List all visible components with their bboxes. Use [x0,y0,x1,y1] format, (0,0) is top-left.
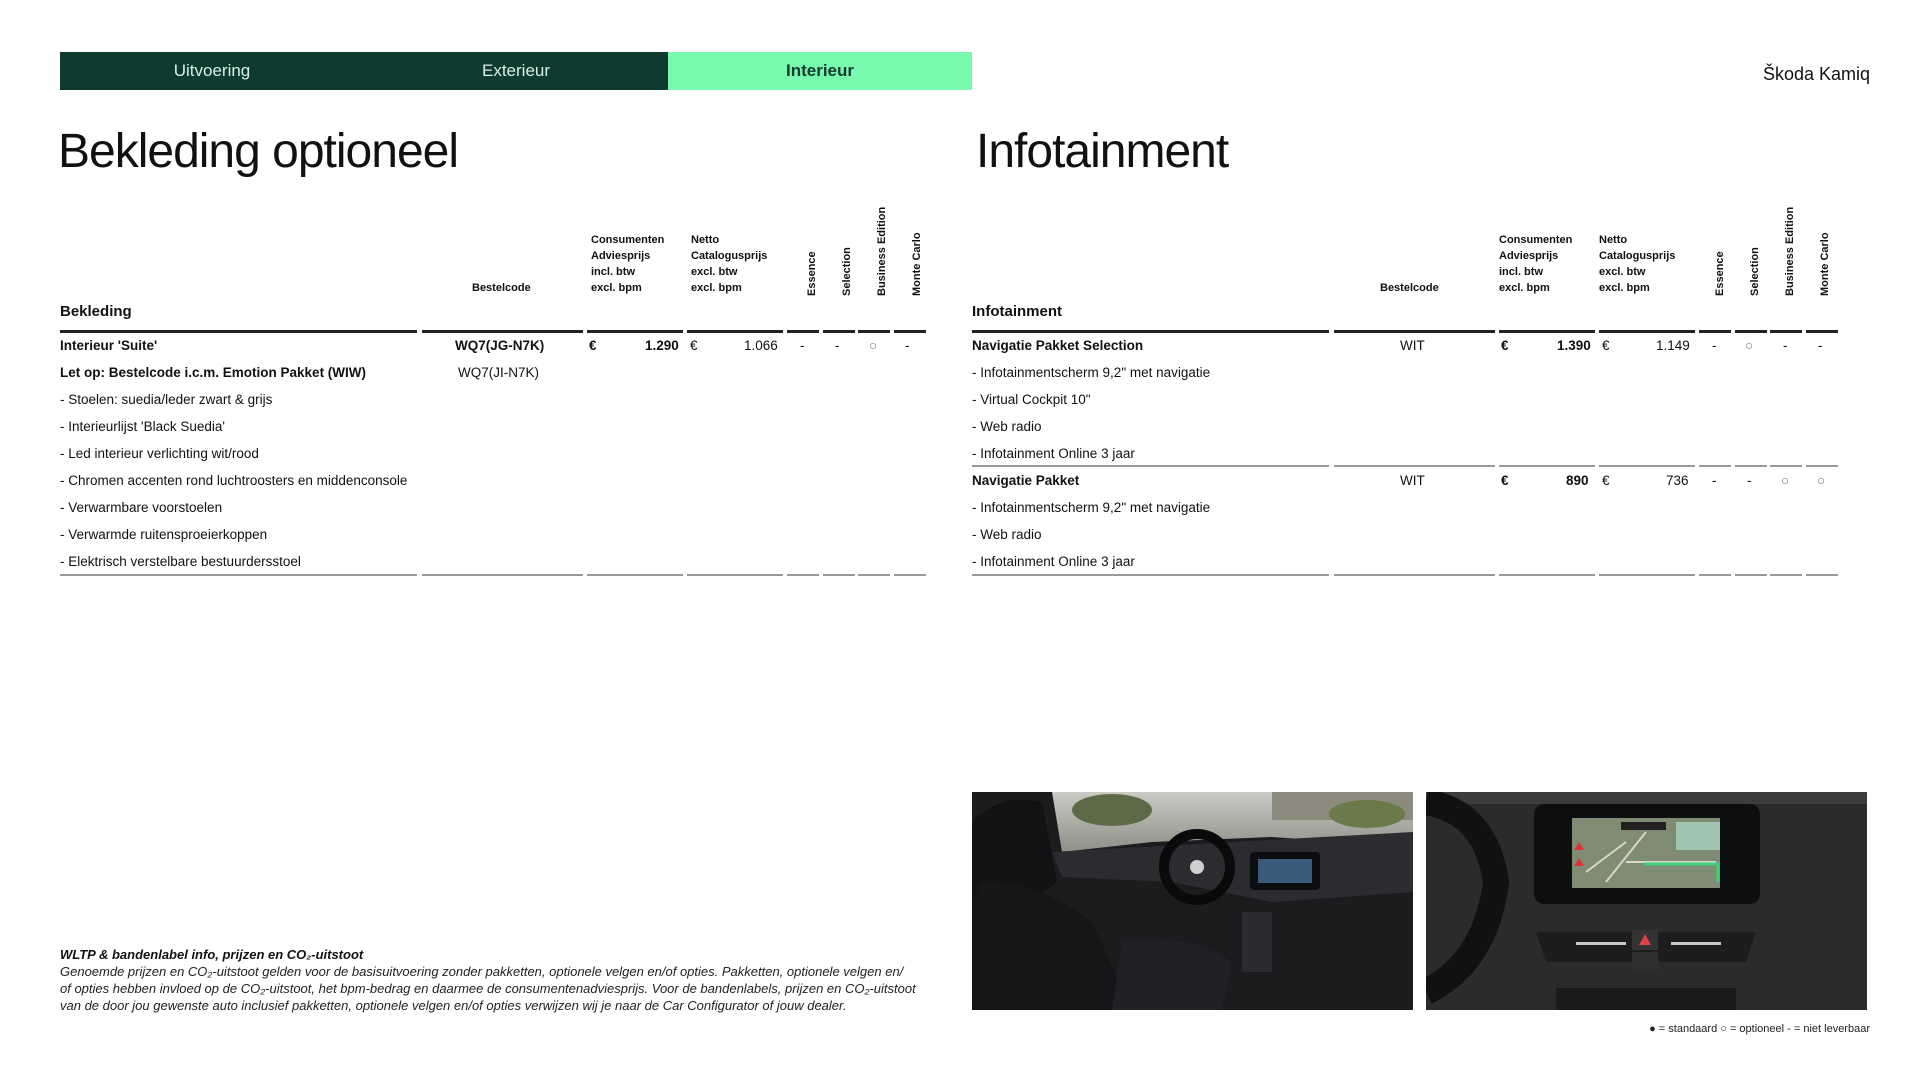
header-monte-carlo: Monte Carlo [1819,232,1831,296]
table-row: Navigatie Pakket Selection WIT € 1.390 € 1.149 - ○ - - [972,338,1823,353]
wltp-note-line: Genoemde prijzen en CO₂-uitstoot gelden voor de basisuitvoering zonder pakketten, optionele velgen en/of opties. Pakketten, optionele velgen en/ [60,964,904,979]
table-row: - Web radio [972,527,1042,542]
header-bestelcode: Bestelcode [1380,282,1439,294]
page-title-infotainment: Infotainment [976,125,1229,178]
table-row: - Led interieur verlichting wit/rood [60,446,259,461]
brand-label: Škoda Kamiq [1762,64,1870,84]
interior-photo [972,792,1413,1010]
table-row: - Elektrisch verstelbare bestuurdersstoel [60,554,301,569]
infotainment-photo [1426,792,1867,1010]
table-row: - Verwarmbare voorstoelen [60,500,223,515]
header-business-edition: Business Edition [1784,206,1796,296]
table-row: Interieur 'Suite' WQ7(JG-N7K) € 1.290 € 1.066 - - ○ - [60,338,910,353]
table-row: - Stoelen: suedia/leder zwart & grijs [60,392,273,407]
wltp-note-line: van de door jou gewenste auto inclusief pakketten, optionele velgen en/of opties verwijzen wij je naar de Car Configurator of jouw dealer. [60,998,847,1013]
header-bestelcode: Bestelcode [472,282,531,294]
header-consumentenprijs: Consumenten Adviesprijs incl. btw excl. bpm [591,234,665,294]
table-row: - Web radio [972,419,1042,434]
header-selection: Selection [841,247,853,296]
table-row: - Verwarmde ruitensproeierkoppen [60,527,268,542]
table-row: - Infotainmentscherm 9,2" met navigatie [972,365,1211,380]
wltp-note-title: WLTP & bandenlabel info, prijzen en CO₂-uitstoot [60,947,364,962]
table-row: - Virtual Cockpit 10" [972,392,1091,407]
section-tabs [60,52,972,90]
table-row: Let op: Bestelcode i.c.m. Emotion Pakket (WIW) WQ7(JI-N7K) [60,365,539,380]
table-row: - Interieurlijst 'Black Suedia' [60,419,225,434]
tab-interieur[interactable]: Interieur [668,52,972,90]
header-business-edition: Business Edition [876,206,888,296]
tab-exterieur[interactable]: Exterieur [364,52,668,90]
header-essence: Essence [1714,251,1726,296]
header-nettoprijs: Netto Catalogusprijs excl. btw excl. bpm [691,234,768,294]
header-selection: Selection [1749,247,1761,296]
header-monte-carlo: Monte Carlo [911,232,923,296]
tab-uitvoering[interactable]: Uitvoering [60,52,364,90]
table-row: - Infotainmentscherm 9,2" met navigatie [972,500,1211,515]
table-row: - Infotainment Online 3 jaar [972,446,1135,461]
table-row: - Infotainment Online 3 jaar [972,554,1135,569]
header-nettoprijs: Netto Catalogusprijs excl. btw excl. bpm [1599,234,1676,294]
section-label: Infotainment [972,303,1062,320]
table-row: - Chromen accenten rond luchtroosters en middenconsole [60,473,408,488]
wltp-note [60,946,960,1014]
legend: ● = standaard ○ = optioneel - = niet leverbaar [1649,1023,1870,1035]
section-label: Bekleding [60,303,132,320]
header-consumentenprijs: Consumenten Adviesprijs incl. btw excl. bpm [1499,234,1573,294]
header-essence: Essence [806,251,818,296]
page-title-bekleding: Bekleding optioneel [58,125,458,178]
table-row: Navigatie Pakket WIT € 890 € 736 - - ○ ○ [972,473,1826,488]
wltp-note-line: of opties hebben invloed op de CO₂-uitstoot, het bpm-bedrag en daarmee de consumentenadviesprijs. Voor de bandenlabels, prijzen en CO₂-uitstoot [60,981,916,996]
